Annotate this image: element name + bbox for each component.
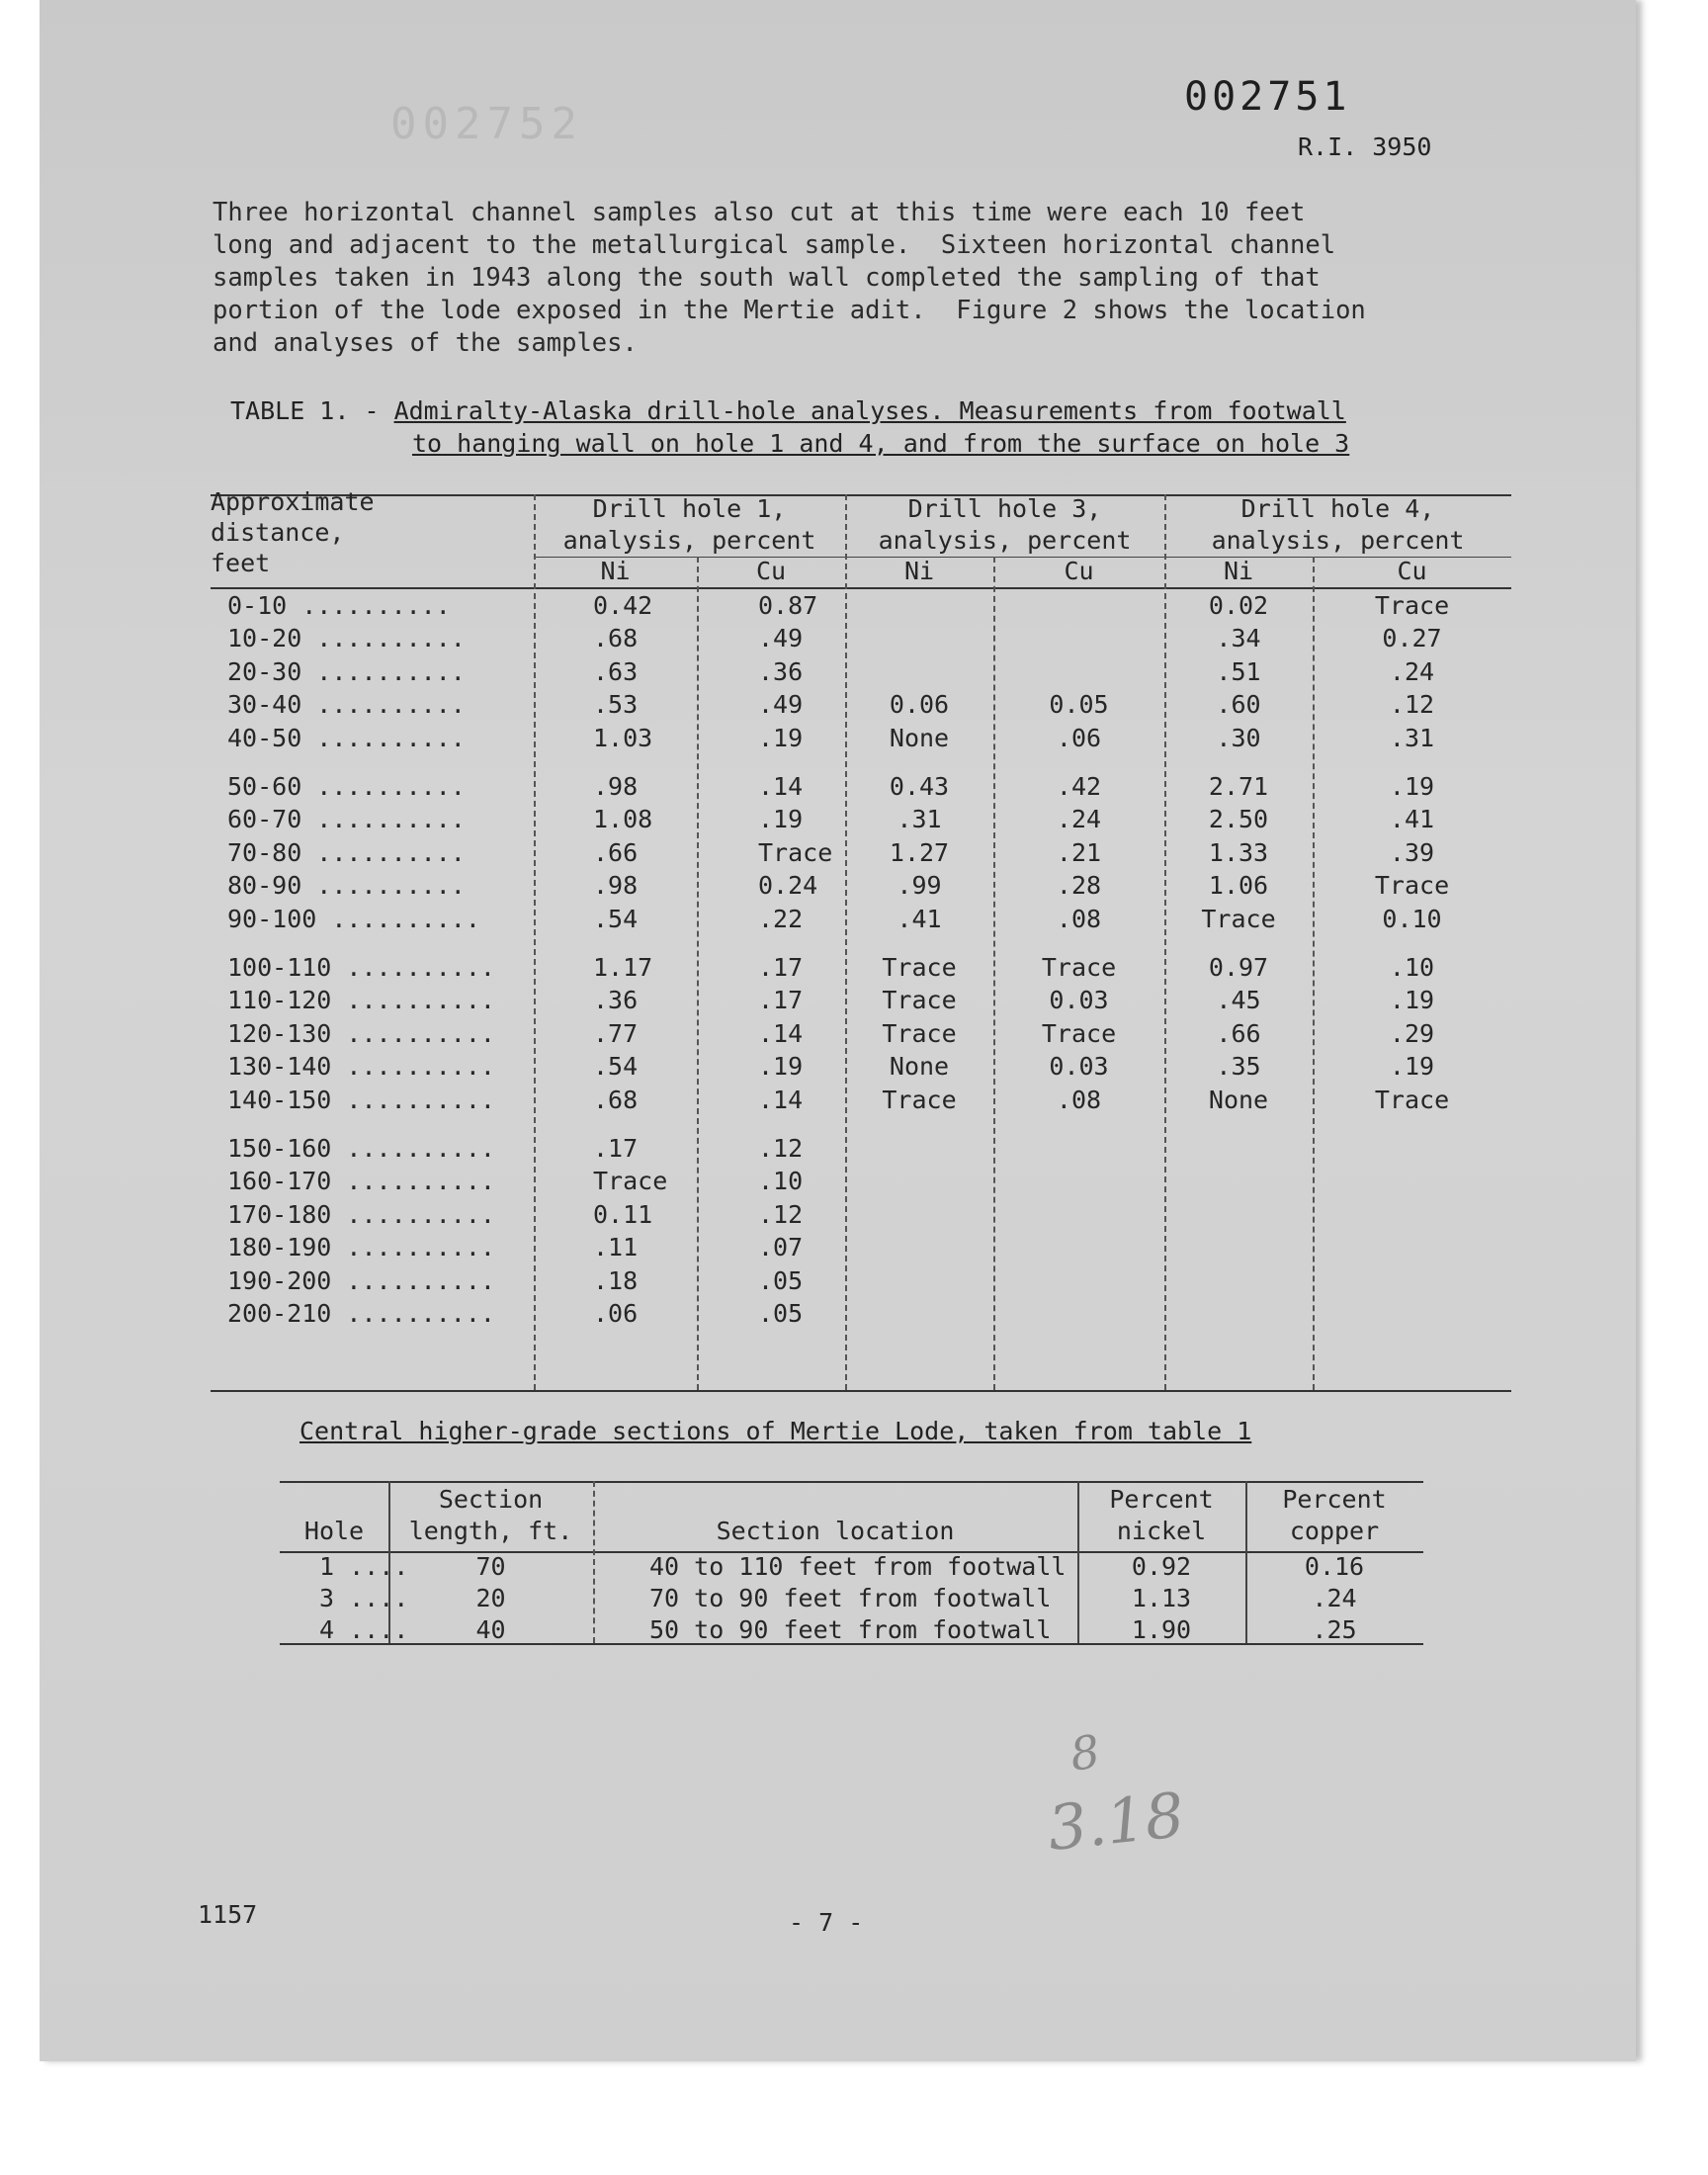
hole4-ni-cell: None [1208, 1085, 1269, 1114]
table1-header-cu: Cu [1397, 557, 1427, 585]
table1-header-ni: Ni [1223, 557, 1254, 585]
hole1-cu-cell: .17 [758, 986, 804, 1015]
table2-header-section-length: Section length, ft. [408, 1485, 573, 1545]
hole4-cu-cell: .19 [1389, 1052, 1435, 1082]
distance-cell: 150-160 .......... [227, 1134, 495, 1163]
table1-header-cu: Cu [1064, 557, 1094, 585]
hole4-ni-cell: .66 [1216, 1018, 1261, 1048]
hole4-cu-cell: .24 [1389, 656, 1435, 686]
table1-header-hole1: Drill hole 1, analysis, percent [562, 494, 816, 555]
table1-header-distance: Approximate distance, feet [211, 487, 375, 577]
hole4-cu-cell: .29 [1389, 1018, 1435, 1048]
hole1-cu-cell: .49 [758, 690, 804, 720]
hole4-ni-cell: .30 [1216, 723, 1261, 752]
hole4-cu-cell: .39 [1389, 837, 1435, 867]
hole1-ni-cell: Trace [593, 1167, 668, 1196]
hole1-cu-cell: .10 [758, 1167, 804, 1196]
hole3-cu-cell: .24 [1056, 805, 1102, 834]
pencil-note-top: 8 [1067, 1724, 1103, 1782]
hole3-cu-cell: .08 [1056, 904, 1102, 933]
hole4-cu-cell: Trace [1374, 591, 1450, 620]
percent-copper-cell: .24 [1312, 1584, 1357, 1612]
hole4-ni-cell: 0.97 [1208, 953, 1269, 982]
footer-code: 1157 [198, 1900, 258, 1929]
hole3-ni-cell: 0.43 [889, 772, 950, 801]
hole1-ni-cell: .06 [593, 1299, 639, 1328]
table2-divider [593, 1481, 595, 1643]
hole1-ni-cell: .98 [593, 871, 639, 901]
hole1-ni-cell: .98 [593, 772, 639, 801]
percent-copper-cell: .25 [1312, 1615, 1357, 1644]
intro-line: portion of the lode exposed in the Mertie adit. Figure 2 shows the location [213, 296, 1366, 325]
hole1-ni-cell: 0.42 [593, 591, 653, 620]
distance-cell: 200-210 .......... [227, 1299, 495, 1328]
hole1-cu-cell: Trace [758, 837, 833, 867]
table1-header-ni: Ni [600, 557, 631, 585]
pencil-note-bottom: 3.18 [1044, 1778, 1188, 1866]
table1-bottom-rule [211, 1390, 1511, 1392]
table2-caption: Central higher-grade sections of Mertie Lode, taken from table 1 [299, 1417, 1252, 1445]
table2-header-hole: Hole [303, 1517, 365, 1545]
hole3-ni-cell: None [889, 1052, 950, 1082]
hole4-ni-cell: .45 [1216, 986, 1261, 1015]
hole1-ni-cell: 1.03 [593, 723, 653, 752]
intro-line: samples taken in 1943 along the south wall completed the sampling of that [213, 263, 1321, 293]
hole1-cu-cell: .05 [758, 1299, 804, 1328]
hole4-ni-cell: .35 [1216, 1052, 1261, 1082]
hole4-ni-cell: 1.33 [1208, 837, 1269, 867]
hole1-cu-cell: .22 [758, 904, 804, 933]
bleed-through-serial: 002752 [390, 99, 583, 149]
hole4-cu-cell: .12 [1389, 690, 1435, 720]
hole1-ni-cell: .17 [593, 1134, 639, 1163]
table1-header-ni: Ni [903, 557, 935, 585]
table1-caption-line1: Admiralty-Alaska drill-hole analyses. Measurements from footwall [393, 396, 1346, 425]
distance-cell: 30-40 .......... [227, 690, 466, 720]
distance-cell: 180-190 .......... [227, 1233, 495, 1262]
hole1-cu-cell: .14 [758, 1018, 804, 1048]
hole4-ni-cell: 0.02 [1208, 591, 1269, 620]
hole1-cu-cell: .12 [758, 1134, 804, 1163]
hole3-cu-cell: .42 [1056, 772, 1102, 801]
hole1-cu-cell: .36 [758, 656, 804, 686]
hole1-ni-cell: .77 [593, 1018, 639, 1048]
hole4-cu-cell: .19 [1389, 986, 1435, 1015]
hole1-cu-cell: 0.24 [758, 871, 818, 901]
distance-cell: 120-130 .......... [227, 1018, 495, 1048]
section-location-cell: 40 to 110 feet from footwall [649, 1552, 1067, 1581]
hole1-cu-cell: .49 [758, 624, 804, 653]
table1-header-rule [211, 587, 1511, 589]
hole1-cu-cell: 0.87 [758, 591, 818, 620]
hole4-ni-cell: .60 [1216, 690, 1261, 720]
document-serial-number: 002751 [1184, 74, 1351, 120]
hole1-ni-cell: .63 [593, 656, 639, 686]
hole4-cu-cell: .19 [1389, 772, 1435, 801]
percent-nickel-cell: 1.13 [1131, 1584, 1192, 1612]
distance-cell: 0-10 .......... [227, 591, 451, 620]
section-location-cell: 70 to 90 feet from footwall [649, 1584, 1052, 1612]
intro-line: long and adjacent to the metallurgical sample. Sixteen horizontal channel [213, 230, 1336, 260]
section-location-cell: 50 to 90 feet from footwall [649, 1615, 1052, 1644]
hole4-cu-cell: 0.27 [1382, 624, 1442, 653]
hole4-ni-cell: 2.50 [1208, 805, 1269, 834]
distance-cell: 90-100 .......... [227, 904, 480, 933]
hole1-ni-cell: 1.17 [593, 953, 653, 982]
distance-cell: 190-200 .......... [227, 1265, 495, 1295]
distance-cell: 60-70 .......... [227, 805, 466, 834]
hole4-cu-cell: Trace [1374, 1085, 1450, 1114]
section-length-cell: 20 [475, 1584, 506, 1612]
hole1-ni-cell: .53 [593, 690, 639, 720]
hole4-cu-cell: Trace [1374, 871, 1450, 901]
hole3-cu-cell: 0.03 [1049, 986, 1109, 1015]
table2-header-percent-copper: Percent copper [1282, 1485, 1387, 1545]
hole-cell: 1 .... [319, 1552, 409, 1581]
table1-label: TABLE 1. - [230, 396, 394, 425]
section-length-cell: 40 [475, 1615, 506, 1644]
hole3-ni-cell: .99 [897, 871, 942, 901]
section-length-cell: 70 [475, 1552, 506, 1581]
table1-caption-line2: to hanging wall on hole 1 and 4, and from the surface on hole 3 [412, 429, 1350, 458]
hole1-ni-cell: 0.11 [593, 1199, 653, 1229]
hole4-ni-cell: 2.71 [1208, 772, 1269, 801]
hole4-cu-cell: 0.10 [1382, 904, 1442, 933]
intro-line: Three horizontal channel samples also cut at this time were each 10 feet [213, 198, 1306, 227]
intro-paragraph [213, 197, 1366, 360]
hole4-cu-cell: .41 [1389, 805, 1435, 834]
hole3-cu-cell: Trace [1041, 953, 1117, 982]
distance-cell: 50-60 .......... [227, 772, 466, 801]
hole1-cu-cell: .19 [758, 1052, 804, 1082]
distance-cell: 110-120 .......... [227, 986, 495, 1015]
hole4-cu-cell: .10 [1389, 953, 1435, 982]
distance-cell: 70-80 .......... [227, 837, 466, 867]
table1-divider [697, 557, 699, 1390]
hole3-cu-cell: .21 [1056, 837, 1102, 867]
table1-header-cu: Cu [755, 557, 787, 585]
hole1-cu-cell: .07 [758, 1233, 804, 1262]
hole1-ni-cell: .68 [593, 624, 639, 653]
hole1-cu-cell: .05 [758, 1265, 804, 1295]
hole3-ni-cell: .31 [897, 805, 942, 834]
hole3-ni-cell: .41 [897, 904, 942, 933]
distance-cell: 10-20 .......... [227, 624, 466, 653]
page-number: - 7 - [789, 1908, 864, 1937]
hole4-ni-cell: 1.06 [1208, 871, 1269, 901]
hole1-ni-cell: .18 [593, 1265, 639, 1295]
hole3-ni-cell: Trace [882, 953, 957, 982]
hole1-cu-cell: .19 [758, 805, 804, 834]
percent-nickel-cell: 0.92 [1131, 1552, 1192, 1581]
hole3-cu-cell: Trace [1041, 1018, 1117, 1048]
hole1-ni-cell: .54 [593, 904, 639, 933]
table2-header-section-location: Section location [716, 1517, 955, 1545]
hole1-cu-cell: .12 [758, 1199, 804, 1229]
hole3-ni-cell: Trace [882, 1085, 957, 1114]
hole1-ni-cell: .68 [593, 1085, 639, 1114]
hole4-cu-cell: .31 [1389, 723, 1435, 752]
hole3-cu-cell: .28 [1056, 871, 1102, 901]
table1-divider [845, 494, 847, 1390]
hole1-ni-cell: .54 [593, 1052, 639, 1082]
distance-cell: 100-110 .......... [227, 953, 495, 982]
distance-cell: 170-180 .......... [227, 1199, 495, 1229]
hole3-cu-cell: 0.03 [1049, 1052, 1109, 1082]
hole-cell: 4 .... [319, 1615, 409, 1644]
hole1-cu-cell: .17 [758, 953, 804, 982]
hole-cell: 3 .... [319, 1584, 409, 1612]
percent-nickel-cell: 1.90 [1131, 1615, 1192, 1644]
table1-header-hole3: Drill hole 3, analysis, percent [878, 494, 1132, 555]
hole3-ni-cell: 0.06 [889, 690, 950, 720]
hole3-cu-cell: .08 [1056, 1085, 1102, 1114]
intro-line: and analyses of the samples. [213, 328, 638, 358]
hole3-cu-cell: 0.05 [1049, 690, 1109, 720]
hole3-ni-cell: None [889, 723, 950, 752]
distance-cell: 80-90 .......... [227, 871, 466, 901]
hole3-cu-cell: .06 [1056, 723, 1102, 752]
distance-cell: 20-30 .......... [227, 656, 466, 686]
table1-caption [230, 396, 1346, 425]
document-page [40, 0, 1636, 2061]
hole1-ni-cell: 1.08 [593, 805, 653, 834]
percent-copper-cell: 0.16 [1304, 1552, 1365, 1581]
hole1-ni-cell: .36 [593, 986, 639, 1015]
table1-divider [534, 494, 536, 1390]
table1-header-hole4: Drill hole 4, analysis, percent [1211, 494, 1465, 555]
distance-cell: 160-170 .......... [227, 1167, 495, 1196]
hole1-cu-cell: .14 [758, 1085, 804, 1114]
hole4-ni-cell: Trace [1201, 904, 1276, 933]
hole4-ni-cell: .34 [1216, 624, 1261, 653]
hole3-ni-cell: Trace [882, 986, 957, 1015]
distance-cell: 40-50 .......... [227, 723, 466, 752]
distance-cell: 130-140 .......... [227, 1052, 495, 1082]
hole1-cu-cell: .19 [758, 723, 804, 752]
hole1-cu-cell: .14 [758, 772, 804, 801]
hole1-ni-cell: .66 [593, 837, 639, 867]
hole1-ni-cell: .11 [593, 1233, 639, 1262]
hole4-ni-cell: .51 [1216, 656, 1261, 686]
hole3-ni-cell: 1.27 [889, 837, 950, 867]
report-number: R.I. 3950 [1298, 132, 1432, 161]
distance-cell: 140-150 .......... [227, 1085, 495, 1114]
hole3-ni-cell: Trace [882, 1018, 957, 1048]
table2-top-rule [280, 1481, 1423, 1483]
table2-header-percent-nickel: Percent nickel [1109, 1485, 1214, 1545]
